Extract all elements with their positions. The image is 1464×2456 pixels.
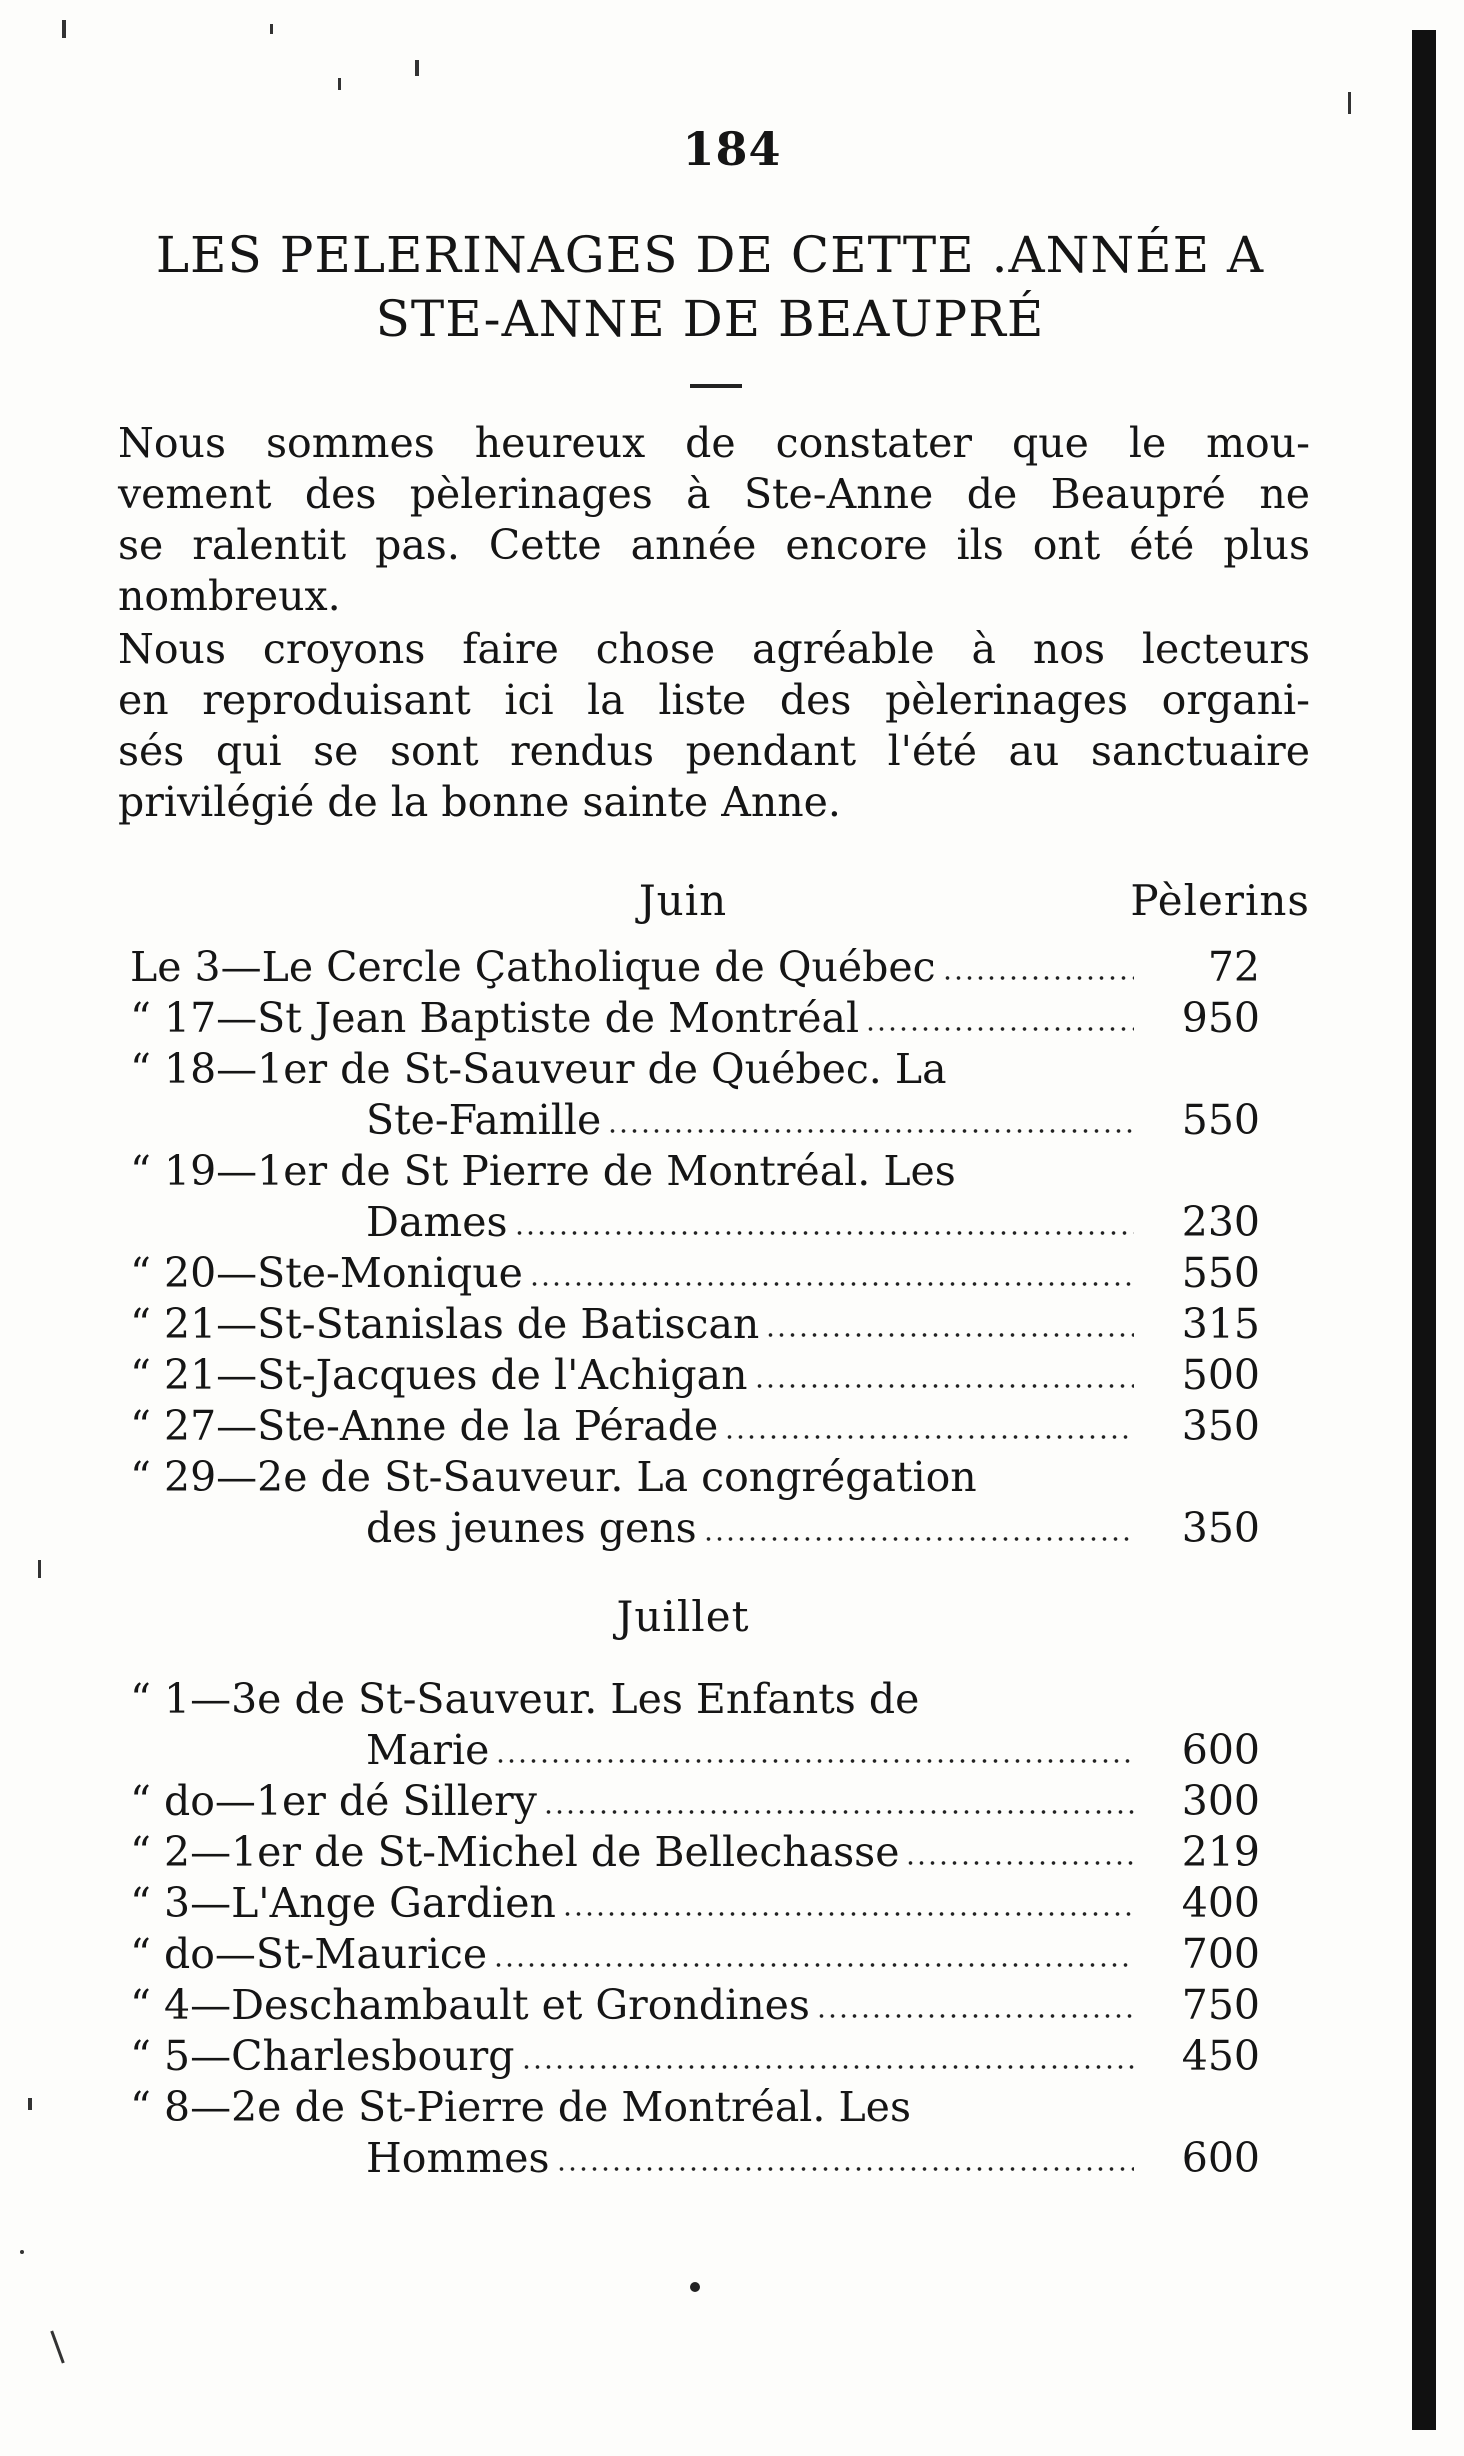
- dot-leader: [529, 1281, 1134, 1287]
- paragraph-line: Nous sommes heureux de constater que le mou-: [118, 419, 1310, 467]
- title-line-1: LES PELERINAGES DE CETTE .ANNÉE A: [155, 226, 1265, 284]
- paragraph-line: se ralentit pas. Cette année encore ils ont été plus: [118, 521, 1310, 569]
- list-entry: [130, 1825, 1260, 1876]
- entry-text: “ 17—St Jean Baptiste de Montréal: [130, 994, 860, 1042]
- pilgrim-count: 72: [1207, 943, 1260, 991]
- pilgrim-count: 700: [1181, 1930, 1260, 1978]
- dot-leader: [521, 2064, 1135, 2070]
- dot-leader: [816, 2013, 1134, 2019]
- dot-leader: [724, 1434, 1134, 1440]
- entry-text: “ 3—L'Ange Gardien: [130, 1879, 556, 1927]
- pilgrim-count: 600: [1181, 1726, 1260, 1774]
- scan-speck: [28, 2098, 32, 2110]
- dot-leader: [703, 1536, 1134, 1542]
- month-heading-juin: Juin: [638, 876, 728, 925]
- entry-line: [130, 1501, 1260, 1552]
- entry-line: [130, 1672, 1260, 1723]
- list-entry: [130, 991, 1260, 1042]
- paragraph-line: vement des pèlerinages à Ste-Anne de Beaupré ne: [118, 470, 1310, 518]
- entry-line: [130, 1195, 1260, 1246]
- title-rule: [690, 384, 742, 388]
- entry-line: [130, 1723, 1260, 1774]
- entry-text: “ 21—St-Stanislas de Batiscan: [130, 1300, 760, 1348]
- entry-line: [130, 991, 1260, 1042]
- pilgrim-count: 950: [1181, 994, 1260, 1042]
- list-entry: [130, 1672, 1260, 1774]
- entry-text: “ 2—1er de St-Michel de Bellechasse: [130, 1828, 900, 1876]
- paragraph-line: en reproduisant ici la liste des pèlerinages organi-: [118, 676, 1310, 724]
- paragraph-line: nombreux.: [118, 572, 341, 620]
- entry-line: [130, 1042, 1260, 1093]
- dot-leader: [905, 1860, 1134, 1866]
- pilgrim-count: 600: [1181, 2134, 1260, 2182]
- dot-leader: [765, 1332, 1134, 1338]
- paragraph-line: privilégié de la bonne sainte Anne.: [118, 778, 841, 826]
- entry-line: [130, 1093, 1260, 1144]
- entry-text: Hommes: [366, 2134, 550, 2182]
- entry-text: “ do—St-Maurice: [130, 1930, 488, 1978]
- list-entry: [130, 1399, 1260, 1450]
- paragraph-1: [118, 418, 1310, 622]
- entry-line: [130, 1876, 1260, 1927]
- scan-speck: [50, 2331, 64, 2364]
- entry-line: [130, 940, 1260, 991]
- entry-text: “ 5—Charlesbourg: [130, 2032, 515, 2080]
- entry-text: Le 3—Le Cercle Çatholique de Québec: [130, 943, 936, 991]
- scan-speck: [20, 2250, 24, 2254]
- list-entry: [130, 1246, 1260, 1297]
- paragraph-line: Nous croyons faire chose agréable à nos lecteurs: [118, 625, 1310, 673]
- dot-leader: [754, 1383, 1134, 1389]
- decorative-dot: [690, 2282, 700, 2292]
- entry-line: [130, 1246, 1260, 1297]
- dot-leader: [607, 1128, 1134, 1134]
- list-entry: [130, 1297, 1260, 1348]
- entry-text: “ 29—2e de St-Sauveur. La congrégation: [130, 1453, 977, 1501]
- scan-speck: [270, 24, 273, 34]
- pilgrimage-list-juillet: [130, 1672, 1260, 2182]
- pilgrim-count: 750: [1181, 1981, 1260, 2029]
- pilgrim-count: 450: [1181, 2032, 1260, 2080]
- entry-line: [130, 1978, 1260, 2029]
- dot-leader: [514, 1230, 1135, 1236]
- entry-text: “ 27—Ste-Anne de la Pérade: [130, 1402, 719, 1450]
- list-entry: [130, 1927, 1260, 1978]
- pilgrim-count: 550: [1181, 1096, 1260, 1144]
- list-entry: [130, 1978, 1260, 2029]
- scan-speck: [415, 60, 419, 76]
- pilgrim-count: 300: [1181, 1777, 1260, 1825]
- list-entry: [130, 1876, 1260, 1927]
- pilgrim-count: 315: [1181, 1300, 1260, 1348]
- list-entry: [130, 1144, 1260, 1246]
- scan-speck: [62, 20, 66, 38]
- column-header-pelerins: Pèlerins: [1130, 876, 1310, 925]
- entry-text: “ 8—2e de St-Pierre de Montréal. Les: [130, 2083, 911, 2131]
- page-number: 184: [682, 122, 782, 176]
- entry-line: [130, 1450, 1260, 1501]
- page-edge-shadow: [1412, 30, 1436, 2430]
- entry-line: [130, 1399, 1260, 1450]
- scan-speck: [1348, 92, 1351, 114]
- list-entry: [130, 940, 1260, 991]
- paragraph-line: sés qui se sont rendus pendant l'été au sanctuaire: [118, 727, 1310, 775]
- entry-line: [130, 2029, 1260, 2080]
- pilgrim-count: 500: [1181, 1351, 1260, 1399]
- list-header: [118, 876, 1310, 930]
- entry-line: [130, 2080, 1260, 2131]
- entry-text: des jeunes gens: [366, 1504, 697, 1552]
- month-heading-juillet: Juillet: [616, 1592, 750, 1641]
- entry-line: [130, 1825, 1260, 1876]
- entry-line: [130, 1144, 1260, 1195]
- scan-speck: [38, 1560, 41, 1578]
- pilgrim-count: 400: [1181, 1879, 1260, 1927]
- paragraph-2: [118, 624, 1310, 828]
- pilgrimage-list-juin: [130, 940, 1260, 1552]
- entry-text: “ 20—Ste-Monique: [130, 1249, 523, 1297]
- entry-text: “ 19—1er de St Pierre de Montréal. Les: [130, 1147, 956, 1195]
- list-entry: [130, 1042, 1260, 1144]
- list-entry: [130, 1774, 1260, 1825]
- dot-leader: [556, 2166, 1135, 2172]
- pilgrim-count: 550: [1181, 1249, 1260, 1297]
- entry-text: “ 18—1er de St-Sauveur de Québec. La: [130, 1045, 947, 1093]
- list-entry: [130, 2080, 1260, 2182]
- entry-text: “ do—1er dé Sillery: [130, 1777, 537, 1825]
- pilgrim-count: 350: [1181, 1504, 1260, 1552]
- list-entry: [130, 2029, 1260, 2080]
- list-entry: [130, 1450, 1260, 1552]
- dot-leader: [562, 1911, 1134, 1917]
- list-entry: [130, 1348, 1260, 1399]
- entry-line: [130, 2131, 1260, 2182]
- entry-text: Marie: [366, 1726, 490, 1774]
- pilgrim-count: 230: [1181, 1198, 1260, 1246]
- dot-leader: [543, 1809, 1134, 1815]
- title-line-2: STE-ANNE DE BEAUPRÉ: [375, 290, 1045, 348]
- entry-line: [130, 1774, 1260, 1825]
- entry-text: Dames: [366, 1198, 508, 1246]
- scan-speck: [338, 78, 341, 90]
- dot-leader: [865, 1026, 1134, 1032]
- entry-text: “ 4—Deschambault et Grondines: [130, 1981, 810, 2029]
- entry-text: Ste-Famille: [366, 1096, 602, 1144]
- pilgrim-count: 350: [1181, 1402, 1260, 1450]
- entry-text: “ 1—3e de St-Sauveur. Les Enfants de: [130, 1675, 920, 1723]
- entry-line: [130, 1927, 1260, 1978]
- dot-leader: [495, 1758, 1134, 1764]
- dot-leader: [493, 1962, 1134, 1968]
- dot-leader: [942, 975, 1134, 981]
- entry-text: “ 21—St-Jacques de l'Achigan: [130, 1351, 748, 1399]
- pilgrim-count: 219: [1181, 1828, 1260, 1876]
- entry-line: [130, 1297, 1260, 1348]
- entry-line: [130, 1348, 1260, 1399]
